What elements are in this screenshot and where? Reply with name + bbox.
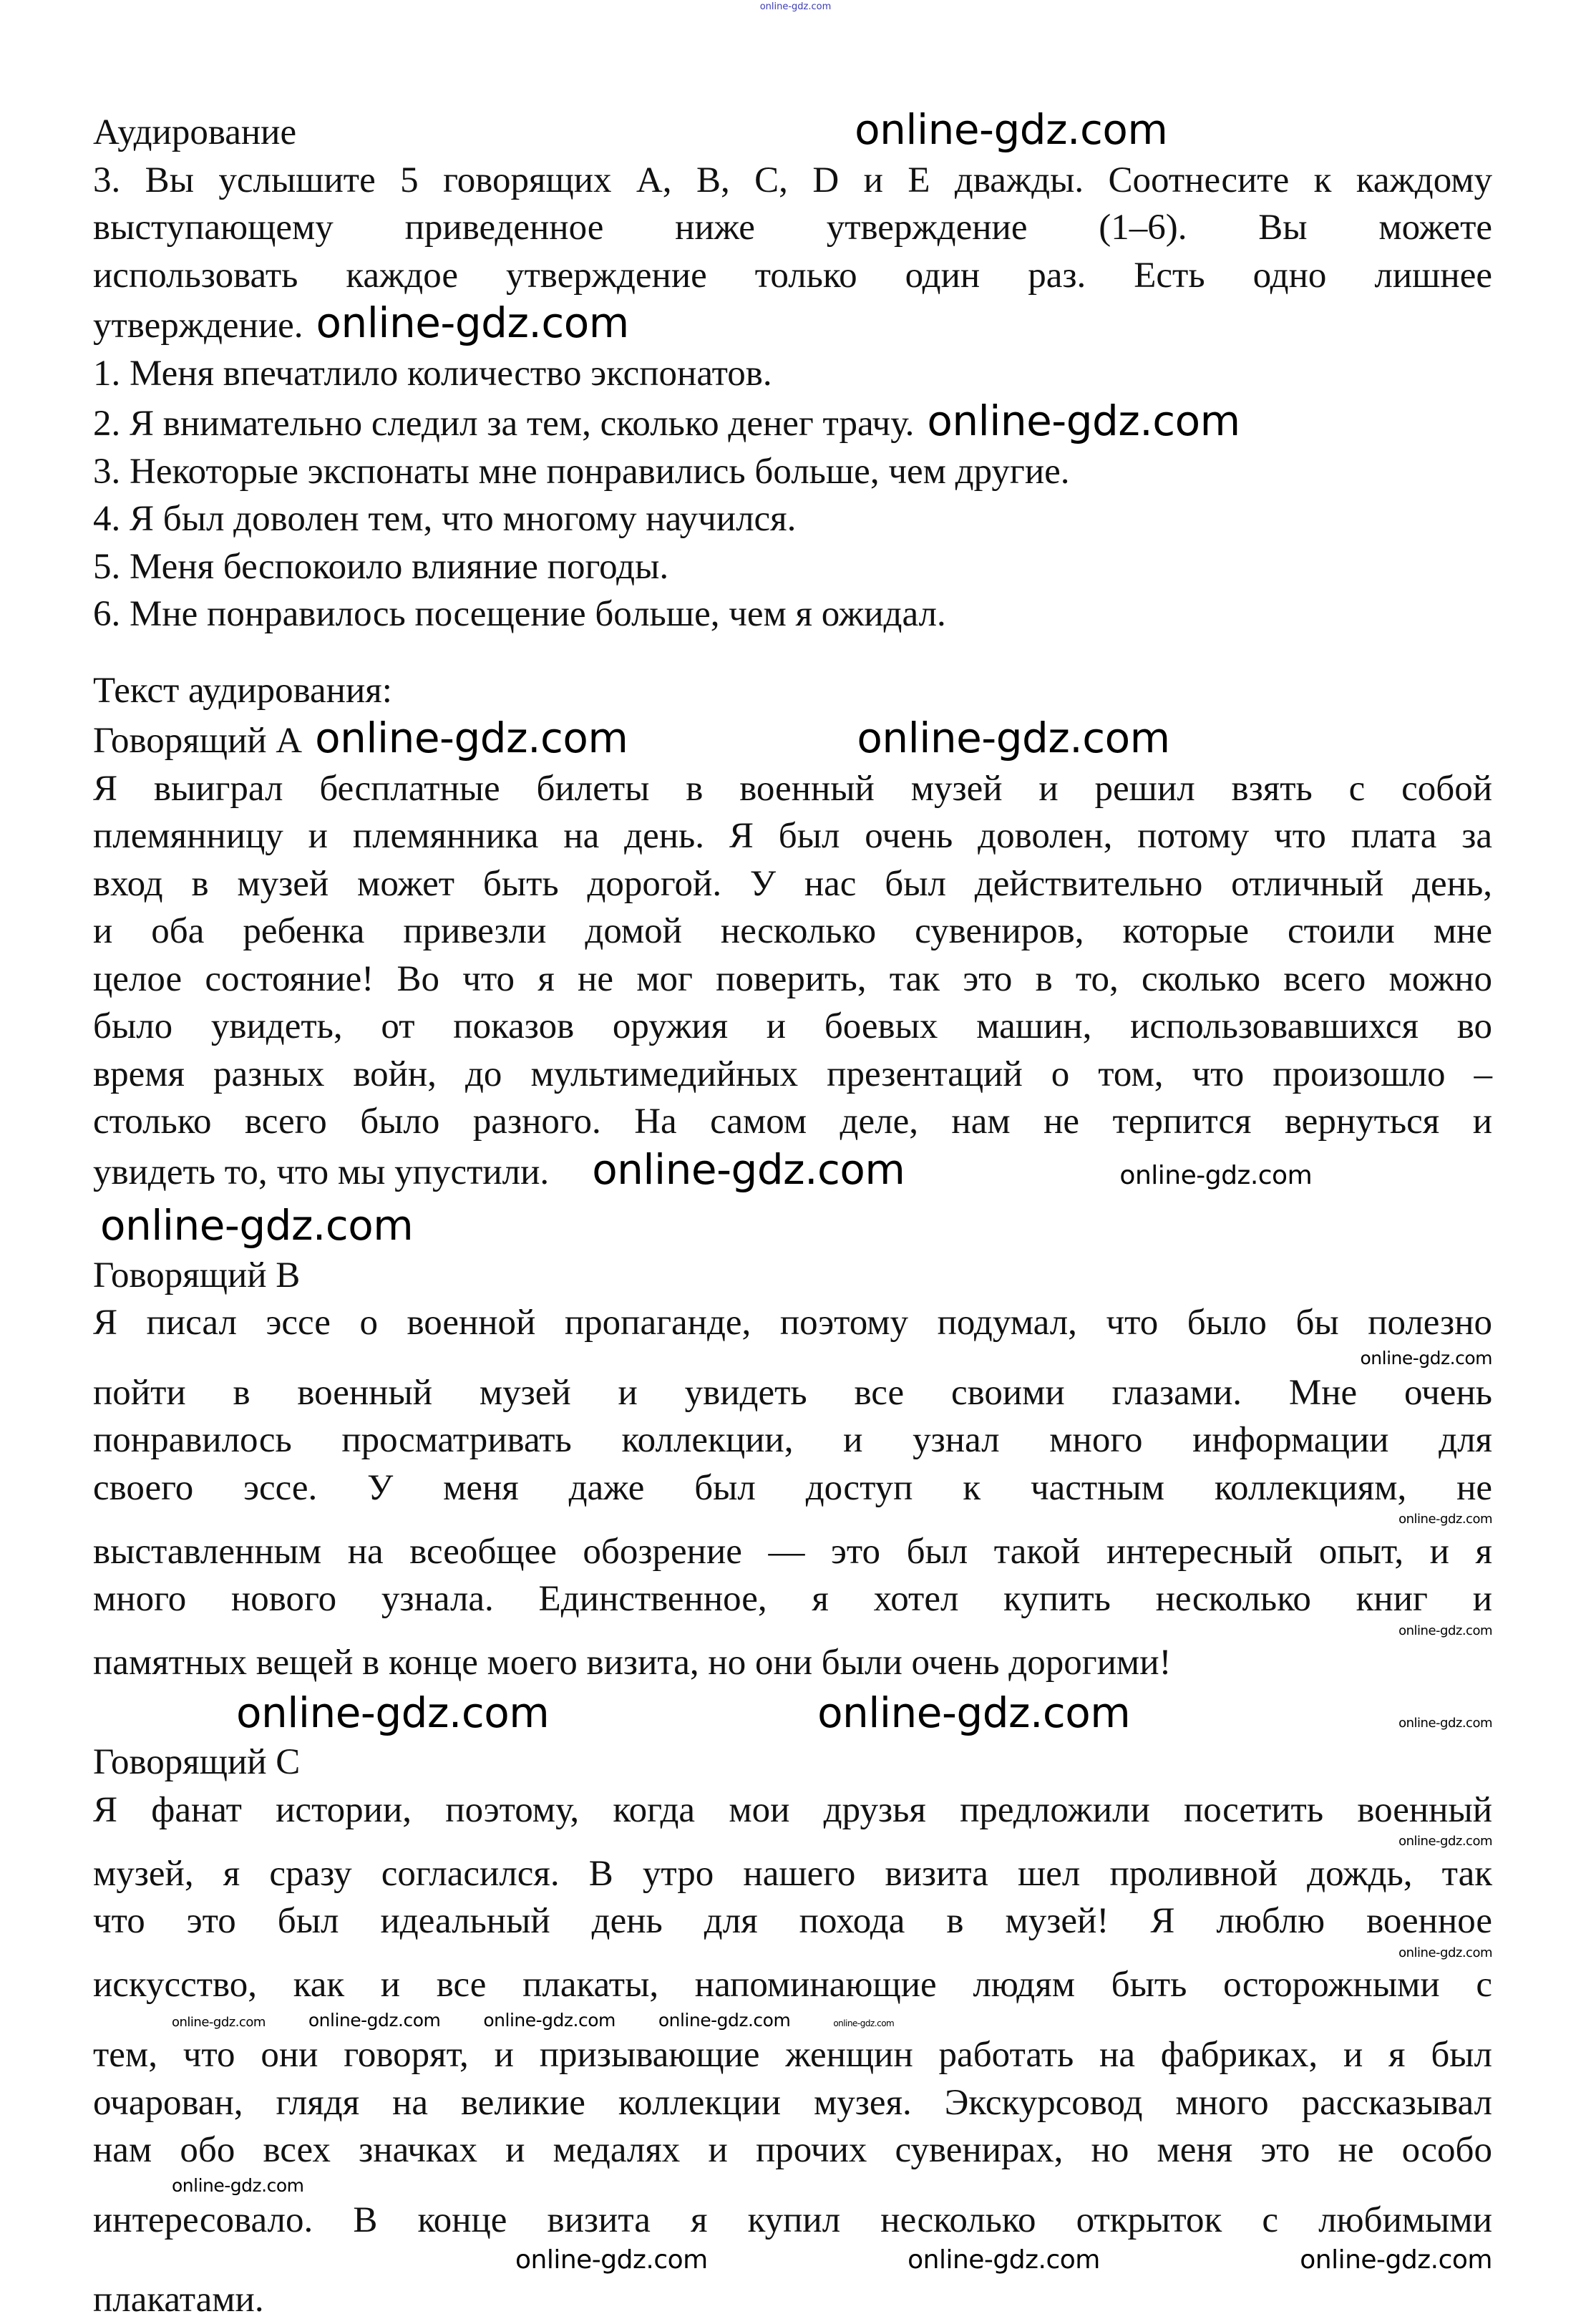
watermark: online-gdz.com (308, 2009, 441, 2031)
transcript-title: Текст аудирования: (93, 670, 392, 711)
watermark: online-gdz.com (315, 714, 628, 762)
speaker-text-line: что это был идеальный день для похода в музей! Я люблю военное (93, 1901, 1492, 1942)
task-line (93, 299, 1492, 350)
statement-item: 4. Я был доволен тем, что многому научился. (93, 499, 797, 539)
watermark-row (93, 1687, 1492, 1739)
statements-list (93, 350, 1492, 638)
watermark-row (93, 1623, 1492, 1640)
watermark: online-gdz.com (855, 105, 1168, 154)
speaker-text-line: интересовало. В конце визита я купил несколько открыток с любимыми (93, 2199, 1492, 2240)
speaker-text-line: целое состояние! Во что я не мог поверить, так это в то, сколько всего можно (93, 958, 1492, 999)
statement-item: 5. Меня беспокоило влияние погоды. (93, 546, 669, 587)
watermark-row (93, 1512, 1492, 1528)
speaker-text-line: плакатами. (93, 2280, 264, 2320)
watermark: online-gdz.com (172, 2014, 266, 2030)
watermark-row (93, 1347, 1492, 1369)
section-title-text: Аудирование (93, 112, 297, 152)
watermark-row (93, 2009, 1492, 2031)
speaker-text-line: нам обо всех значках и медалях и прочих сувенирах, но меня это не особо (93, 2130, 1492, 2170)
speaker-text-line: много нового узнала. Единственное, я хотел купить несколько книг и (93, 1579, 1492, 1620)
document-content (93, 0, 1492, 2324)
task-line: использовать каждое утверждение только один раз. Есть одно лишнее (93, 255, 1492, 296)
statement-item (93, 397, 1492, 448)
speaker-text-line (93, 1146, 1492, 1200)
statement-item: 6. Мне понравилось посещение больше, чем я ожидал. (93, 594, 946, 634)
watermark: online-gdz.com (1398, 1623, 1492, 1638)
watermark: online-gdz.com (1360, 1347, 1492, 1368)
speaker-text-line: вход в музей может быть дорогой. У нас был действительно отличный день, (93, 863, 1492, 904)
watermark: online-gdz.com (1398, 1834, 1492, 1849)
watermark: online-gdz.com (1119, 1160, 1313, 1190)
speaker-text-line: время разных войн, до мультимедийных презентаций о том, что произошло – (93, 1054, 1492, 1094)
watermark-row (93, 1945, 1492, 1962)
statement-text: 2. Я внимательно следил за тем, сколько денег трачу. (93, 404, 915, 444)
speaker-text-line: пойти в военный музей и увидеть все своими глазами. Мне очень (93, 1372, 1492, 1413)
speaker-b-block (93, 1252, 1492, 1687)
watermark: online-gdz.com (908, 2245, 1100, 2275)
speaker-text-line: племянницу и племянника на день. Я был очень доволен, потому что плата за (93, 816, 1492, 856)
speaker-text-line: Я писал эссе о военной пропаганде, поэтому подумал, что было бы полезно (93, 1303, 1492, 1343)
speaker-c-block (93, 1739, 1492, 2324)
speaker-text-line: памятных вещей в конце моего визита, но они были очень дорогими! (93, 1643, 1172, 1683)
watermark: online-gdz.com (592, 1144, 905, 1194)
speaker-text-line: выставленным на всеобщее обозрение — это был такой интересный опыт, и я (93, 1531, 1492, 1572)
watermark: online-gdz.com (316, 298, 629, 347)
watermark: online-gdz.com (515, 2245, 708, 2275)
watermark: online-gdz.com (817, 1688, 1131, 1737)
speaker-text-line: понравилось просматривать коллекции, и узнал много информации для (93, 1420, 1492, 1461)
speaker-label (93, 714, 1492, 765)
task-line-text: утверждение. (93, 306, 303, 346)
speaker-text-line: своего эссе. У меня даже был доступ к частным коллекциям, не (93, 1467, 1492, 1508)
watermark-row (93, 2244, 1492, 2276)
watermark: online-gdz.com (172, 2174, 304, 2196)
statement-item: 3. Некоторые экспонаты мне понравились больше, чем другие. (93, 451, 1070, 492)
speaker-text-line: столько всего было разного. На самом деле, нам не терпится вернуться и (93, 1102, 1492, 1142)
site-mark-header: online-gdz.com (759, 1, 832, 12)
watermark: online-gdz.com (1398, 1715, 1492, 1731)
speaker-label: Говорящий C (93, 1742, 301, 1783)
watermark-row (93, 1834, 1492, 1850)
speaker-text-line: Я выиграл бесплатные билеты в военный музей и решил взять с собой (93, 768, 1492, 809)
watermark-row (93, 2174, 1492, 2197)
spacer (93, 638, 1492, 667)
speaker-text-line: тем, что они говорят, и призывающие женщин работать на фабриках, и я был (93, 2035, 1492, 2075)
speaker-label-text: Говорящий A (93, 721, 303, 761)
section-title (93, 106, 1492, 157)
watermark: online-gdz.com (1300, 2245, 1492, 2275)
speaker-text-line: было увидеть, от показов оружия и боевых машин, использовавшихся во (93, 1006, 1492, 1046)
watermark: online-gdz.com (658, 2009, 791, 2031)
speaker-text-line: очарован, глядя на великие коллекции музея. Экскурсовод много рассказывал (93, 2082, 1492, 2123)
watermark: online-gdz.com (1398, 1512, 1492, 1527)
statement-item: 1. Меня впечатлило количество экспонатов. (93, 353, 772, 394)
speaker-label: Говорящий B (93, 1255, 301, 1295)
speaker-text-line: музей, я сразу согласился. В утро нашего визита шел проливной дождь, так (93, 1853, 1492, 1894)
watermark: online-gdz.com (236, 1688, 550, 1737)
speaker-text-line: и оба ребенка привезли домой несколько сувениров, которые стоили мне (93, 911, 1492, 951)
task-instructions (93, 157, 1492, 350)
speaker-a-block (93, 714, 1492, 1200)
task-line: выступающему приведенное ниже утверждение (1–6). Вы можете (93, 208, 1492, 248)
watermark: online-gdz.com (483, 2009, 616, 2031)
task-line: 3. Вы услышите 5 говорящих A, B, C, D и E дважды. Соотнесите к каждому (93, 160, 1492, 200)
watermark-row (93, 1200, 1492, 1252)
watermark: online-gdz.com (833, 2018, 895, 2028)
watermark: online-gdz.com (100, 1201, 414, 1250)
watermark: online-gdz.com (927, 397, 1240, 445)
speaker-text-line: Я фанат истории, поэтому, когда мои друзья предложили посетить военный (93, 1789, 1492, 1830)
speaker-text: увидеть то, что мы упустили. (93, 1152, 550, 1192)
watermark: online-gdz.com (857, 714, 1170, 762)
speaker-text-line: искусство, как и все плакаты, напоминающие людям быть осторожными с (93, 1965, 1492, 2005)
watermark: online-gdz.com (1398, 1945, 1492, 1960)
